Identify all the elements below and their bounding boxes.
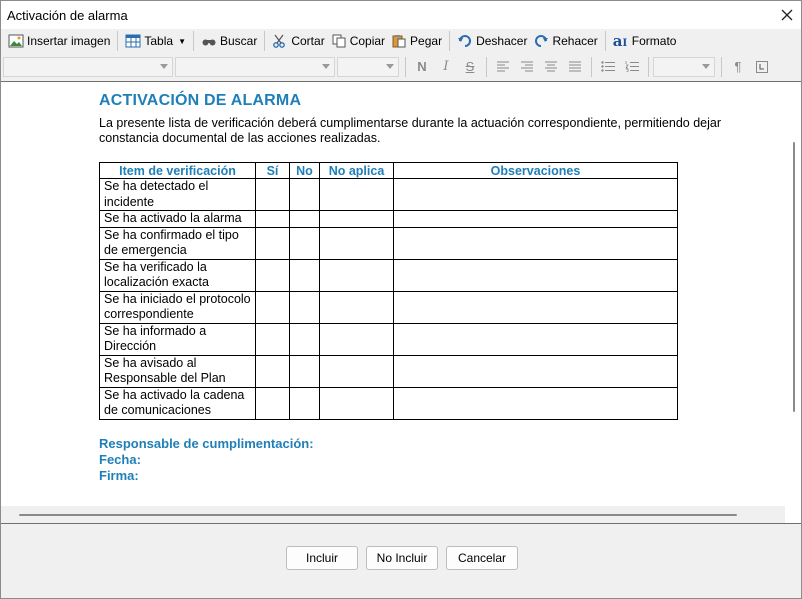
observations-cell[interactable] [394, 179, 678, 211]
table-row [100, 211, 678, 228]
table-row [100, 179, 678, 211]
toolbar-separator [405, 57, 406, 77]
redo-label: Rehacer [552, 34, 598, 48]
chevron-down-icon [386, 64, 394, 69]
redo-icon [533, 34, 549, 48]
cut-button[interactable] [269, 30, 327, 52]
cancel-button[interactable]: Cancelar [446, 546, 518, 570]
table-header-row [100, 163, 678, 179]
item-cell: Se ha activado la alarma [100, 211, 256, 228]
insert-image-button[interactable] [5, 30, 113, 52]
responsible-label: Responsable de cumplimentación: [99, 435, 314, 451]
chevron-down-icon [322, 64, 330, 69]
item-cell: Se ha activado la cadena de comunicaciones [100, 387, 256, 419]
table-row [100, 323, 678, 355]
table-row [100, 291, 678, 323]
toolbar-separator [117, 31, 118, 51]
yes-cell[interactable] [256, 211, 290, 228]
header-not-applicable: No aplica [320, 163, 394, 179]
date-label: Fecha: [99, 451, 141, 467]
redo-button[interactable] [530, 30, 600, 52]
bullet-list-icon [601, 61, 615, 72]
not-applicable-cell[interactable] [320, 323, 394, 355]
paste-label: Pegar [410, 34, 443, 48]
align-left-icon [497, 61, 509, 72]
toolbar-separator [591, 57, 592, 77]
format-label: Formato [631, 34, 677, 48]
toolbar-separator [264, 31, 265, 51]
undo-icon [457, 34, 473, 48]
no-cell[interactable] [290, 259, 320, 291]
format-icon: aI [612, 32, 628, 50]
color-select[interactable] [653, 57, 715, 77]
include-button[interactable]: Incluir [286, 546, 358, 570]
yes-cell[interactable] [256, 355, 290, 387]
format-toolbar [1, 54, 801, 79]
observations-cell[interactable] [394, 227, 678, 259]
document-intro: La presente lista de verificación deberá cumplimentarse durante la actuación correspondiente, permitiendo dejar constancia documental de las acciones realizadas. [99, 116, 721, 145]
justify-button[interactable] [563, 56, 587, 78]
numbered-list-icon [625, 61, 639, 72]
header-observations: Observaciones [394, 163, 678, 179]
not-applicable-cell[interactable] [320, 355, 394, 387]
no-cell[interactable] [290, 227, 320, 259]
image-icon [8, 34, 24, 48]
yes-cell[interactable] [256, 259, 290, 291]
observations-cell[interactable] [394, 387, 678, 419]
not-applicable-cell[interactable] [320, 227, 394, 259]
strikethrough-button[interactable]: S [465, 59, 475, 74]
title-bar [1, 1, 801, 29]
align-left-button[interactable] [491, 56, 515, 78]
observations-cell[interactable] [394, 291, 678, 323]
copy-icon [331, 34, 347, 48]
not-include-button[interactable]: No Incluir [366, 546, 438, 570]
align-right-button[interactable] [515, 56, 539, 78]
header-item: Item de verificación [100, 163, 256, 179]
no-cell[interactable] [290, 355, 320, 387]
close-button[interactable] [773, 1, 801, 29]
font-size-select[interactable] [337, 57, 399, 77]
copy-button[interactable] [328, 30, 388, 52]
table-icon [125, 34, 141, 48]
not-applicable-cell[interactable] [320, 387, 394, 419]
toolbar-separator [721, 57, 722, 77]
cut-label: Cortar [291, 34, 325, 48]
observations-cell[interactable] [394, 323, 678, 355]
justify-icon [569, 61, 581, 72]
font-family-select[interactable] [175, 57, 335, 77]
not-applicable-cell[interactable] [320, 179, 394, 211]
clipboard-icon [391, 34, 407, 48]
table-row [100, 355, 678, 387]
observations-cell[interactable] [394, 211, 678, 228]
chevron-down-icon [160, 64, 168, 69]
bullet-list-button[interactable] [596, 56, 620, 78]
table-row [100, 227, 678, 259]
header-no: No [290, 163, 320, 179]
not-applicable-cell[interactable] [320, 291, 394, 323]
close-icon [781, 9, 793, 21]
yes-cell[interactable] [256, 291, 290, 323]
vertical-scrollbar[interactable] [793, 142, 795, 412]
document-body [99, 92, 721, 484]
yes-cell[interactable] [256, 387, 290, 419]
insert-image-label: Insertar imagen [27, 34, 111, 48]
document-editor[interactable] [1, 81, 801, 524]
header-yes: Sí [256, 163, 290, 179]
binoculars-icon [201, 34, 217, 48]
tab-stop-button[interactable] [750, 56, 774, 78]
item-cell: Se ha informado a Dirección [100, 323, 256, 355]
search-button[interactable] [198, 30, 260, 52]
table-label: Tabla [144, 34, 174, 48]
numbered-list-button[interactable] [620, 56, 644, 78]
signature-block [99, 436, 721, 484]
no-cell[interactable] [290, 291, 320, 323]
align-center-icon [545, 61, 557, 72]
item-cell: Se ha detectado el incidente [100, 179, 256, 211]
item-cell: Se ha verificado la localización exacta [100, 259, 256, 291]
horizontal-scrollbar-track [1, 506, 785, 523]
copy-label: Copiar [349, 34, 386, 48]
item-cell: Se ha confirmado el tipo de emergencia [100, 227, 256, 259]
item-cell: Se ha avisado al Responsable del Plan [100, 355, 256, 387]
not-applicable-cell[interactable] [320, 211, 394, 228]
observations-cell[interactable] [394, 355, 678, 387]
table-button[interactable] [122, 30, 189, 52]
yes-cell[interactable] [256, 227, 290, 259]
bold-button[interactable]: N [417, 59, 427, 74]
table-row [100, 259, 678, 291]
main-toolbar [1, 29, 801, 53]
italic-button[interactable]: I [443, 59, 449, 74]
format-button[interactable] [610, 30, 680, 52]
horizontal-scrollbar[interactable] [19, 514, 737, 516]
toolbar-separator [193, 31, 194, 51]
toolbar-separator [486, 57, 487, 77]
yes-cell[interactable] [256, 179, 290, 211]
item-cell: Se ha iniciado el protocolo correspondiente [100, 291, 256, 323]
chevron-down-icon [702, 64, 710, 69]
checklist-table [99, 162, 678, 420]
align-center-button[interactable] [539, 56, 563, 78]
not-applicable-cell[interactable] [320, 259, 394, 291]
document-title: ACTIVACIÓN DE ALARMA [99, 92, 302, 109]
table-row [100, 387, 678, 419]
yes-cell[interactable] [256, 323, 290, 355]
style-select[interactable] [3, 57, 173, 77]
signature-label: Firma: [99, 467, 139, 483]
observations-cell[interactable] [394, 259, 678, 291]
toolbar-separator [648, 57, 649, 77]
no-cell[interactable] [290, 387, 320, 419]
no-cell[interactable] [290, 323, 320, 355]
tab-stop-icon [756, 61, 768, 73]
scissors-icon [272, 34, 288, 48]
search-label: Buscar [219, 34, 258, 48]
toolbar-separator [449, 31, 450, 51]
table-dropdown-icon[interactable]: ▼ [178, 36, 186, 46]
no-cell[interactable] [290, 179, 320, 211]
undo-label: Deshacer [476, 34, 528, 48]
window-title: Activación de alarma [7, 7, 128, 23]
undo-button[interactable] [454, 30, 530, 52]
no-cell[interactable] [290, 211, 320, 228]
align-right-icon [521, 61, 533, 72]
show-paragraph-marks-button[interactable]: ¶ [734, 59, 742, 74]
paste-button[interactable] [388, 30, 445, 52]
toolbar-separator [605, 31, 606, 51]
